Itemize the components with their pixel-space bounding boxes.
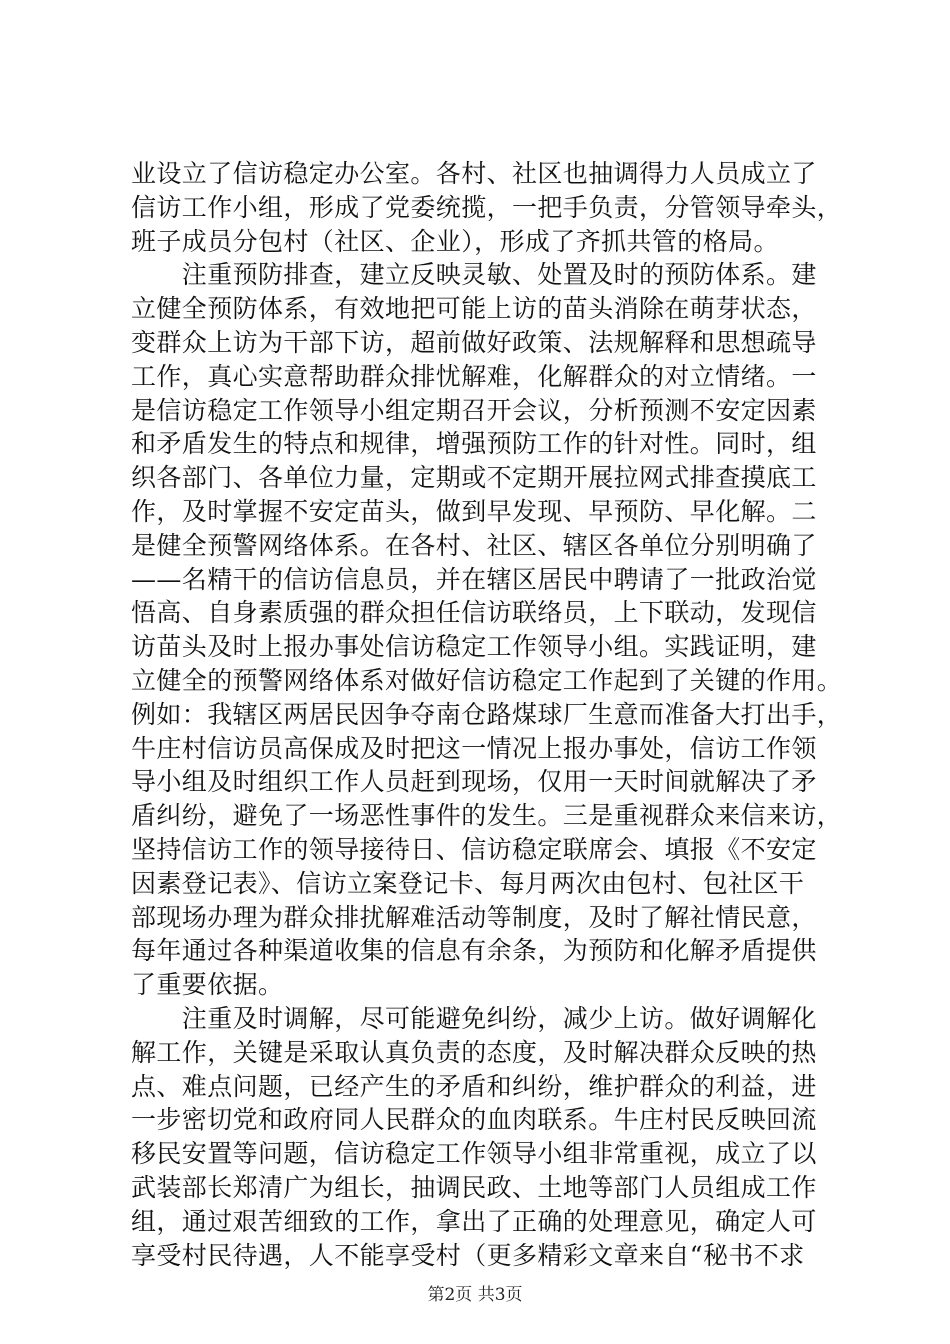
text-line: 武装部长郑清广为组长，抽调民政、土地等部门人员组成工作 <box>131 1172 817 1202</box>
text-line: 立健全预防体系，有效地把可能上访的苗头消除在萌芽状态， <box>131 294 817 324</box>
text-line: 一步密切党和政府同人民群众的血肉联系。牛庄村民反映回流 <box>131 1105 817 1135</box>
text-line: 访苗头及时上报办事处信访稳定工作领导小组。实践证明，建 <box>131 632 817 662</box>
text-line: 组，通过艰苦细致的工作，拿出了正确的处理意见，确定人可 <box>131 1206 817 1236</box>
text-line: 牛庄村信访员高保成及时把这一情况上报办事处，信访工作领 <box>131 733 817 763</box>
text-line: 移民安置等问题，信访稳定工作领导小组非常重视，成立了以 <box>131 1139 817 1169</box>
text-line: 每年通过各种渠道收集的信息有余条，为预防和化解矛盾提供 <box>131 936 817 966</box>
paragraph <box>131 258 843 1002</box>
text-line: 和矛盾发生的特点和规律，增强预防工作的针对性。同时，组 <box>131 429 817 459</box>
text-line: 织各部门、各单位力量，定期或不定期开展拉网式排查摸底工 <box>131 463 817 493</box>
text-line: 业设立了信访稳定办公室。各村、社区也抽调得力人员成立了 <box>131 159 817 188</box>
text-line: 信访工作小组，形成了党委统揽，一把手负责，分管领导牵头， <box>131 192 843 222</box>
text-line: 工作，真心实意帮助群众排忧解难，化解群众的对立情绪。一 <box>131 361 817 391</box>
document-body <box>131 157 843 1272</box>
text-line: ——名精干的信访信息员，并在辖区居民中聘请了一批政治觉 <box>131 564 817 594</box>
text-line: 注重预防排查，建立反映灵敏、处置及时的预防体系。建 <box>131 260 817 290</box>
text-line: 部现场办理为群众排扰解难活动等制度，及时了解社情民意， <box>131 902 817 932</box>
text-line: 例如：我辖区两居民因争夺南仓路煤球厂生意而准备大打出手， <box>131 699 843 729</box>
text-line: 悟高、自身素质强的群众担任信访联络员，上下联动，发现信 <box>131 598 817 628</box>
text-line: 是信访稳定工作领导小组定期召开会议，分析预测不安定因素 <box>131 395 817 425</box>
text-line: 解工作，关键是采取认真负责的态度，及时解决群众反映的热 <box>131 1037 817 1067</box>
text-line: 注重及时调解，尽可能避免纠纷，减少上访。做好调解化 <box>131 1003 817 1033</box>
text-line: 立健全的预警网络体系对做好信访稳定工作起到了关键的作用。 <box>131 665 843 695</box>
text-line: 变群众上访为干部下访，超前做好政策、法规解释和思想疏导 <box>131 327 817 357</box>
text-line: 导小组及时组织工作人员赶到现场，仅用一天时间就解决了矛 <box>131 767 817 797</box>
text-line: 盾纠纷，避免了一场恶性事件的发生。三是重视群众来信来访， <box>131 801 843 831</box>
paragraph <box>131 157 843 258</box>
text-line: 坚持信访工作的领导接待日、信访稳定联席会、填报《不安定 <box>131 834 817 864</box>
text-line: 作，及时掌握不安定苗头，做到早发现、早预防、早化解。二 <box>131 496 817 526</box>
text-line: 是健全预警网络体系。在各村、社区、辖区各单位分别明确了 <box>131 530 817 560</box>
text-line: 因素登记表》、信访立案登记卡、每月两次由包村、包社区干 <box>131 868 805 898</box>
page-footer: 第2页 共3页 <box>427 1285 523 1305</box>
text-line: 了重要依据。 <box>131 970 284 1000</box>
text-line: 班子成员分包村（社区、企业），形成了齐抓共管的格局。 <box>131 226 779 256</box>
paragraph <box>131 1002 831 1272</box>
text-line: 享受村民待遇，人不能享受村（更多精彩文章来自“秘书不求 <box>131 1240 805 1270</box>
text-line: 点、难点问题，已经产生的矛盾和纠纷，维护群众的利益，进 <box>131 1071 817 1101</box>
